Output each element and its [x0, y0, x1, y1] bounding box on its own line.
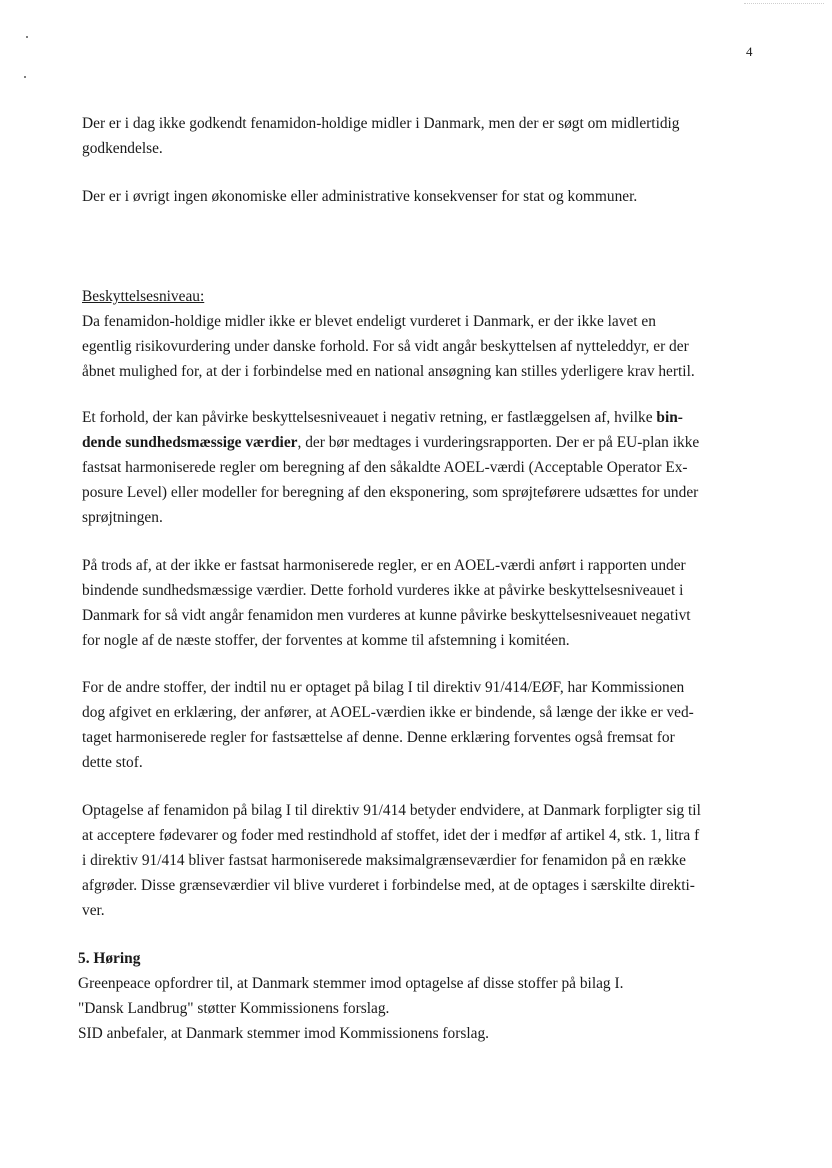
text-line [82, 405, 762, 430]
text-line: Der er i dag ikke godkendt fenamidon-holdige midler i Danmark, men der er søgt om midlertidig [82, 115, 680, 132]
text-line: taget harmoniserede regler for fastsættelse af denne. Denne erklæring forventes også fremsat for [82, 729, 675, 746]
section-heading-hearing: 5. Høring [78, 950, 141, 967]
scan-speck [24, 76, 26, 78]
text-line: at acceptere fødevarer og foder med restindhold af stoffet, idet der i medfør af artikel 4, stk. 1, litra f [82, 827, 700, 844]
text-run: , der bør medtages i vurderingsrapporten. Der er på EU-plan ikke [297, 434, 700, 451]
text-line: posure Level) eller modeller for beregning af den eksponering, som sprøjteførere udsættes for under [82, 484, 699, 501]
text-line: sprøjtningen. [82, 509, 163, 526]
text-line: åbnet mulighed for, at der i forbindelse med en national ansøgning kan stilles yderligere krav hertil. [82, 363, 695, 380]
text-line: Danmark for så vidt angår fenamidon men vurderes at kunne påvirke beskyttelsesniveauet negativt [82, 607, 691, 624]
consequences-paragraph [82, 184, 762, 209]
bold-term: dende sundhedsmæssige værdier [82, 434, 298, 451]
bold-term: bin- [656, 409, 683, 426]
protection-paragraph-3 [82, 553, 762, 653]
intro-paragraph [82, 111, 762, 161]
text-line [82, 430, 762, 455]
text-line: dette stof. [82, 754, 143, 771]
text-line: i direktiv 91/414 bliver fastsat harmoniserede maksimalgrænseværdier for fenamidon på en række [82, 852, 686, 869]
text-line: SID anbefaler, at Danmark stemmer imod Kommissionens forslag. [78, 1025, 489, 1042]
text-line: Greenpeace opfordrer til, at Danmark stemmer imod optagelse af disse stoffer på bilag I. [78, 975, 624, 992]
scan-edge-line [744, 3, 824, 4]
protection-paragraph-4 [82, 675, 762, 775]
text-line: fastsat harmoniserede regler om beregning af den såkaldte AOEL-værdi (Acceptable Operator Ex- [82, 459, 688, 476]
protection-paragraph-2 [82, 405, 762, 530]
text-line: ver. [82, 902, 105, 919]
text-line: dog afgivet en erklæring, der anfører, at AOEL-værdien ikke er bindende, så længe der ikke er ved- [82, 704, 694, 721]
text-line: Optagelse af fenamidon på bilag I til direktiv 91/414 betyder endvidere, at Danmark forpligter sig til [82, 802, 701, 819]
text-line: afgrøder. Disse grænseværdier vil blive vurderet i forbindelse med, at de optages i særskilte direkti- [82, 877, 695, 894]
text-line: På trods af, at der ikke er fastsat harmoniserede regler, er en AOEL-værdi anført i rapporten under [82, 557, 686, 574]
scan-speck [26, 36, 28, 38]
text-line: For de andre stoffer, der indtil nu er optaget på bilag I til direktiv 91/414/EØF, har Kommissionen [82, 679, 685, 696]
text-run: Et forhold, der kan påvirke beskyttelsesniveauet i negativ retning, er fastlæggelsen af, hvilke [82, 409, 657, 426]
text-line: for nogle af de næste stoffer, der forventes at komme til afstemning i komitéen. [82, 632, 570, 649]
hearing-section [78, 946, 758, 1046]
section-heading-protection: Beskyttelsesniveau: [82, 288, 205, 305]
protection-paragraph-5 [82, 798, 762, 923]
text-line: Der er i øvrigt ingen økonomiske eller administrative konsekvenser for stat og kommuner. [82, 188, 638, 205]
page-number: 4 [746, 44, 753, 59]
text-line: Da fenamidon-holdige midler ikke er blevet endeligt vurderet i Danmark, er der ikke lavet en [82, 313, 656, 330]
protection-section [82, 284, 762, 384]
text-line: egentlig risikovurdering under danske forhold. For så vidt angår beskyttelsen af nytteleddyr, er der [82, 338, 689, 355]
text-line: "Dansk Landbrug" støtter Kommissionens forslag. [78, 1000, 390, 1017]
text-line: bindende sundhedsmæssige værdier. Dette forhold vurderes ikke at påvirke beskyttelsesniveauet i [82, 582, 684, 599]
text-line: godkendelse. [82, 140, 163, 157]
